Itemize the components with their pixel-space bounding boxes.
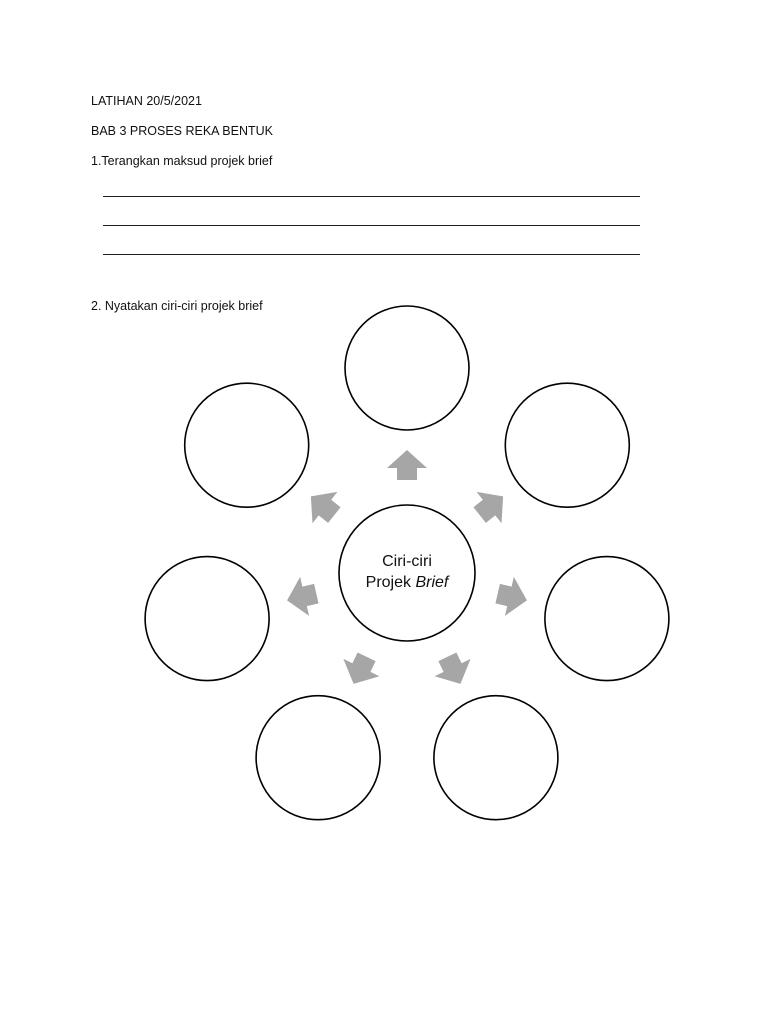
arrow-4 <box>429 648 478 692</box>
center-node <box>339 505 475 641</box>
answer-circle-3[interactable] <box>545 557 669 681</box>
chapter-title: BAB 3 PROSES REKA BENTUK <box>91 124 274 138</box>
center-label-line-2 <box>366 574 450 591</box>
arrow-2 <box>467 481 515 531</box>
center-label-projek: Projek <box>365 574 416 591</box>
answer-circle-6[interactable] <box>145 557 269 681</box>
question-2: 2. Nyatakan ciri-ciri projek brief <box>91 299 263 313</box>
question-1: 1.Terangkan maksud projek brief <box>91 154 273 168</box>
answer-circle-4[interactable] <box>434 696 558 820</box>
arrow-3 <box>493 574 531 620</box>
worksheet-heading: LATIHAN 20/5/2021 <box>91 94 202 108</box>
answer-circle-5[interactable] <box>256 696 380 820</box>
center-label-line-1: Ciri-ciri <box>382 553 432 570</box>
arrow-5 <box>336 648 385 692</box>
answer-circle-1[interactable] <box>345 306 469 430</box>
center-circle <box>339 505 475 641</box>
answer-circle-7[interactable] <box>185 383 309 507</box>
center-label-brief: Brief <box>415 574 449 591</box>
answer-circle-2[interactable] <box>505 383 629 507</box>
arrow-7 <box>298 481 346 531</box>
arrow-6 <box>283 574 321 620</box>
arrow-1 <box>387 450 427 480</box>
